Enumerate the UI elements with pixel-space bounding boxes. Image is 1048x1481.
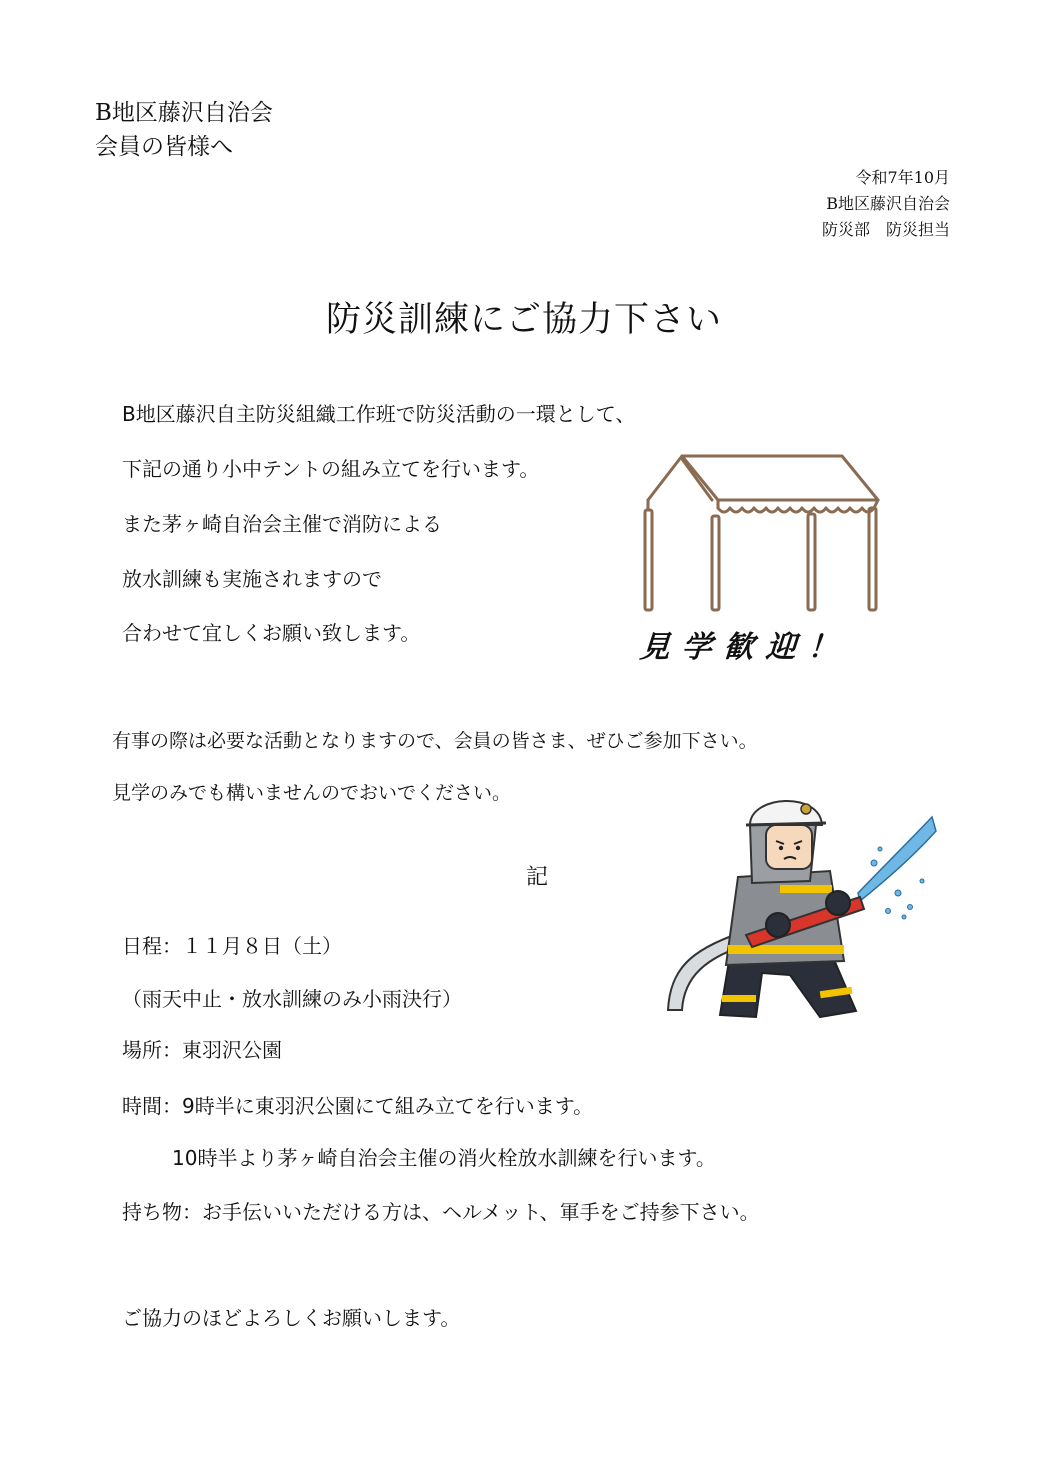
detail-time-2: 10時半より茅ヶ崎自治会主催の消火栓放水訓練を行います。 xyxy=(172,1146,716,1170)
sender-org: B地区藤沢自治会 xyxy=(826,194,950,213)
detail-time-1: 時間：9時半に東羽沢公園にて組み立てを行います。 xyxy=(122,1094,594,1118)
ki-heading: 記 xyxy=(526,865,549,890)
intro-line-5: 合わせて宜しくお願い致します。 xyxy=(122,621,421,645)
appeal-line-1: 有事の際は必要な活動となりますので、会員の皆さま、ぜひご参加下さい。 xyxy=(112,730,758,752)
firefighter-illustration xyxy=(660,785,940,1030)
detail-place: 場所：東羽沢公園 xyxy=(122,1038,282,1062)
appeal-line-2: 見学のみでも構いませんのでおいでください。 xyxy=(112,782,512,804)
page-title: 防災訓練にご協力下さい xyxy=(325,300,722,340)
closing-line: ご協力のほどよろしくお願いします。 xyxy=(122,1306,461,1330)
recipient-line-2: 会員の皆様へ xyxy=(95,134,233,160)
intro-line-4: 放水訓練も実施されますので xyxy=(122,567,382,591)
welcome-caption: 見学歓迎！ xyxy=(638,630,851,665)
sender-dept: 防災部 防災担当 xyxy=(821,220,950,239)
recipient-line-1: B地区藤沢自治会 xyxy=(95,100,273,126)
intro-line-1: B地区藤沢自主防災組織工作班で防災活動の一環として、 xyxy=(122,402,636,426)
detail-items: 持ち物：お手伝いいただける方は、ヘルメット、軍手をご持参下さい。 xyxy=(122,1200,760,1224)
sender-date: 令和7年10月 xyxy=(855,168,950,187)
intro-line-3: また茅ヶ崎自治会主催で消防による xyxy=(122,512,442,536)
detail-rain-note: （雨天中止・放水訓練のみ小雨決行） xyxy=(122,987,462,1011)
tent-illustration xyxy=(640,450,885,615)
detail-schedule: 日程：１１月８日（土） xyxy=(122,934,342,958)
intro-line-2: 下記の通り小中テントの組み立てを行います。 xyxy=(122,457,540,481)
